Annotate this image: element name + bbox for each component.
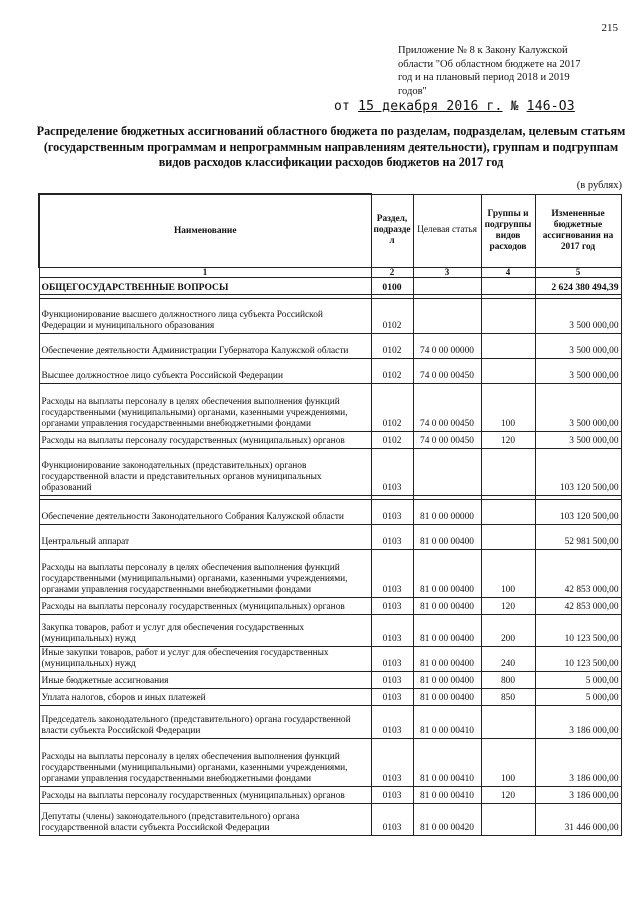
row-amount: 52 981 500,00	[535, 525, 621, 550]
row-name: Высшее должностное лицо субъекта Российской Федерации	[39, 359, 371, 384]
row-group: 100	[481, 550, 535, 598]
row-amount: 103 120 500,00	[535, 500, 621, 525]
table-row	[39, 550, 621, 598]
row-target: 81 0 00 00410	[413, 706, 481, 739]
row-amount: 3 500 000,00	[535, 334, 621, 359]
row-group	[481, 334, 535, 359]
row-section: 0100	[371, 278, 413, 295]
row-target	[413, 449, 481, 496]
stamp-date: 15 декабря 2016 г.	[358, 99, 503, 114]
row-name: ОБЩЕГОСУДАРСТВЕННЫЕ ВОПРОСЫ	[39, 278, 371, 295]
row-amount: 5 000,00	[535, 672, 621, 689]
row-name: Расходы на выплаты персоналу в целях обеспечения выполнения функций государственными (муниципальными) органами, казенными учреждениями, органами управления государственными внебюджетными фондами	[39, 550, 371, 598]
row-section: 0103	[371, 689, 413, 706]
row-target	[413, 299, 481, 334]
row-section: 0103	[371, 787, 413, 804]
row-section: 0103	[371, 706, 413, 739]
row-amount: 3 500 000,00	[535, 432, 621, 449]
row-group	[481, 359, 535, 384]
row-target: 74 0 00 00450	[413, 432, 481, 449]
row-section: 0103	[371, 525, 413, 550]
row-section: 0103	[371, 615, 413, 647]
table-row	[39, 739, 621, 787]
row-amount: 3 500 000,00	[535, 359, 621, 384]
row-name: Расходы на выплаты персоналу в целях обеспечения выполнения функций государственными (муниципальными) органами, казенными учреждениями, органами управления государственными внебюджетными фондами	[39, 384, 371, 432]
row-amount: 3 186 000,00	[535, 787, 621, 804]
row-group	[481, 278, 535, 295]
row-target: 81 0 00 00400	[413, 672, 481, 689]
row-name: Расходы на выплаты персоналу государственных (муниципальных) органов	[39, 598, 371, 615]
row-section: 0102	[371, 299, 413, 334]
row-group: 100	[481, 739, 535, 787]
table-header-row	[39, 194, 621, 268]
row-group: 120	[481, 598, 535, 615]
row-target: 81 0 00 00000	[413, 500, 481, 525]
table-row	[39, 598, 621, 615]
row-group: 240	[481, 647, 535, 672]
row-section: 0103	[371, 804, 413, 836]
stamp-number: 146-ОЗ	[526, 99, 575, 114]
table-row	[39, 615, 621, 647]
header-name: Наименование	[39, 194, 371, 268]
row-amount: 3 500 000,00	[535, 384, 621, 432]
table-row	[39, 384, 621, 432]
table-row	[39, 500, 621, 525]
table-row	[39, 359, 621, 384]
row-amount: 3 500 000,00	[535, 299, 621, 334]
table-row	[39, 787, 621, 804]
row-target: 81 0 00 00400	[413, 647, 481, 672]
row-amount: 42 853 000,00	[535, 598, 621, 615]
table-row	[39, 334, 621, 359]
row-name: Расходы на выплаты персоналу государственных (муниципальных) органов	[39, 787, 371, 804]
row-section: 0103	[371, 449, 413, 496]
appendix-line: Приложение № 8 к Закону Калужской	[398, 45, 568, 56]
row-amount: 10 123 500,00	[535, 615, 621, 647]
header-group: Группы и подгруппы видов расходов	[481, 194, 535, 268]
column-number: 2	[371, 268, 413, 278]
row-group: 200	[481, 615, 535, 647]
row-group: 850	[481, 689, 535, 706]
row-target: 81 0 00 00400	[413, 550, 481, 598]
row-section: 0102	[371, 359, 413, 384]
row-name: Иные закупки товаров, работ и услуг для обеспечения государственных (муниципальных) нужд	[39, 647, 371, 672]
row-name: Депутаты (члены) законодательного (представительного) органа государственной власти субъекта Российской Федерации	[39, 804, 371, 836]
appendix-line: годов"	[398, 85, 427, 97]
budget-table	[38, 193, 622, 836]
row-group	[481, 706, 535, 739]
table-row	[39, 804, 621, 836]
row-target: 81 0 00 00400	[413, 598, 481, 615]
appendix-line: год и на плановый период 2018 и 2019	[398, 72, 570, 83]
row-target: 81 0 00 00400	[413, 525, 481, 550]
row-target: 81 0 00 00400	[413, 689, 481, 706]
row-group	[481, 804, 535, 836]
row-target: 81 0 00 00400	[413, 615, 481, 647]
row-name: Обеспечение деятельности Законодательного Собрания Калужской области	[39, 500, 371, 525]
row-amount: 31 446 000,00	[535, 804, 621, 836]
row-section: 0103	[371, 598, 413, 615]
document-title: Распределение бюджетных ассигнований областного бюджета по разделам, подразделам, целевым статьям (государственным программам и непрограммным направлениям деятельности), группам и подгруппам видов расходов классификации расходов бюджетов на 2017 год	[36, 124, 626, 169]
table-row	[39, 706, 621, 739]
row-section: 0103	[371, 647, 413, 672]
row-target: 74 0 00 00450	[413, 384, 481, 432]
row-name: Иные бюджетные ассигнования	[39, 672, 371, 689]
header-section: Раздел, подразде л	[371, 194, 413, 268]
row-section: 0103	[371, 739, 413, 787]
table-row	[39, 672, 621, 689]
row-group: 100	[481, 384, 535, 432]
table-row	[39, 647, 621, 672]
row-section: 0102	[371, 432, 413, 449]
row-group	[481, 525, 535, 550]
row-name: Центральный аппарат	[39, 525, 371, 550]
row-group	[481, 449, 535, 496]
table-body	[39, 278, 621, 836]
row-name: Обеспечение деятельности Администрации Губернатора Калужской области	[39, 334, 371, 359]
row-section: 0102	[371, 384, 413, 432]
appendix-header	[398, 44, 620, 98]
row-section: 0103	[371, 672, 413, 689]
law-date-stamp	[334, 99, 575, 114]
row-target: 81 0 00 00410	[413, 787, 481, 804]
row-name: Функционирование законодательных (представительных) органов государственной власти и представительных органов муниципальных образований	[39, 449, 371, 496]
row-section: 0102	[371, 334, 413, 359]
row-group	[481, 299, 535, 334]
table-row	[39, 299, 621, 334]
appendix-line: области "Об областном бюджете на 2017	[398, 58, 581, 70]
row-name: Функционирование высшего должностного лица субъекта Российской Федерации и муниципального образования	[39, 299, 371, 334]
row-name: Председатель законодательного (представительного) органа государственной власти субъекта Российской Федерации	[39, 706, 371, 739]
row-target: 74 0 00 00000	[413, 334, 481, 359]
row-name: Расходы на выплаты персоналу государственных (муниципальных) органов	[39, 432, 371, 449]
row-name: Расходы на выплаты персоналу в целях обеспечения выполнения функций государственными (муниципальными) органами, казенными учреждениями, органами управления государственными внебюджетными фондами	[39, 739, 371, 787]
row-target: 74 0 00 00450	[413, 359, 481, 384]
stamp-no-sign: №	[502, 99, 527, 114]
header-amount: Измененные бюджетные ассигнования на 2017 год	[535, 194, 621, 268]
row-target	[413, 278, 481, 295]
table-row	[39, 432, 621, 449]
row-amount: 3 186 000,00	[535, 706, 621, 739]
row-section: 0103	[371, 500, 413, 525]
row-amount: 103 120 500,00	[535, 449, 621, 496]
stamp-prefix: от	[334, 99, 359, 114]
row-amount: 3 186 000,00	[535, 739, 621, 787]
column-numbers-row	[39, 268, 621, 278]
row-section: 0103	[371, 550, 413, 598]
table-row	[39, 449, 621, 496]
table-row	[39, 689, 621, 706]
row-amount: 42 853 000,00	[535, 550, 621, 598]
row-amount: 10 123 500,00	[535, 647, 621, 672]
row-amount: 2 624 380 494,39	[535, 278, 621, 295]
column-number: 1	[39, 268, 371, 278]
row-group: 120	[481, 787, 535, 804]
unit-label: (в рублях)	[576, 180, 622, 191]
table-row	[39, 525, 621, 550]
row-name: Закупка товаров, работ и услуг для обеспечения государственных (муниципальных) нужд	[39, 615, 371, 647]
row-amount: 5 000,00	[535, 689, 621, 706]
row-group: 120	[481, 432, 535, 449]
table-row	[39, 278, 621, 295]
row-group	[481, 500, 535, 525]
header-target: Целевая статья	[413, 194, 481, 268]
column-number: 4	[481, 268, 535, 278]
row-target: 81 0 00 00410	[413, 739, 481, 787]
column-number: 3	[413, 268, 481, 278]
row-name: Уплата налогов, сборов и иных платежей	[39, 689, 371, 706]
row-group: 800	[481, 672, 535, 689]
page-number: 215	[601, 22, 618, 34]
column-number: 5	[535, 268, 621, 278]
row-target: 81 0 00 00420	[413, 804, 481, 836]
